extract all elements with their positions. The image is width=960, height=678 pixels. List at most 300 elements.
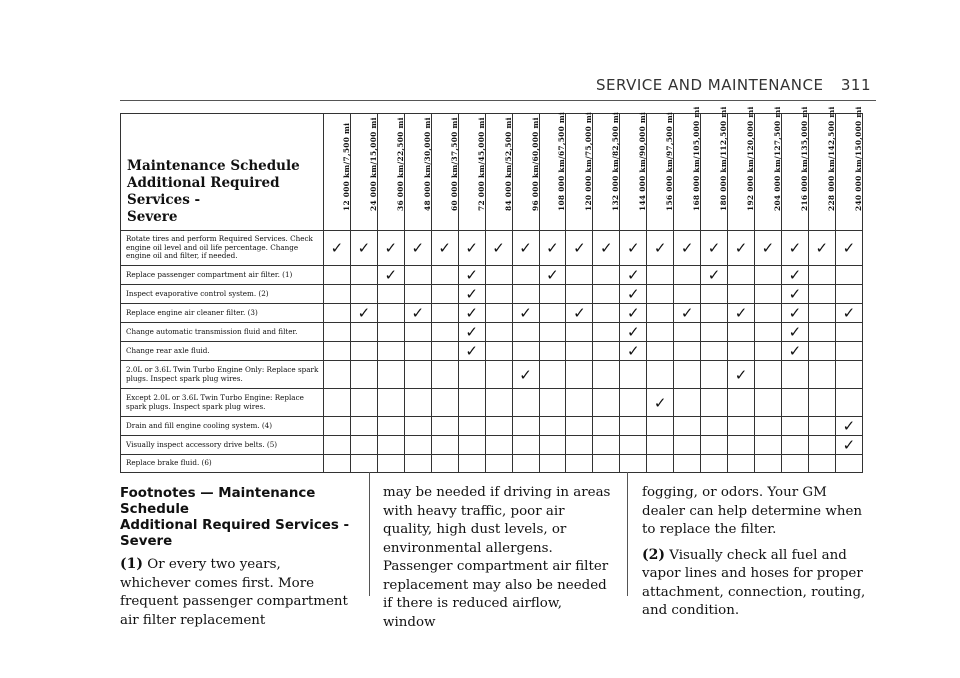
- mileage-label: 192 000 km/120,000 mi: [746, 106, 756, 211]
- empty-cell: [593, 342, 620, 361]
- empty-cell: [593, 389, 620, 417]
- empty-cell: [593, 417, 620, 436]
- empty-cell: [674, 417, 701, 436]
- empty-cell: [431, 342, 458, 361]
- mileage-label: 240 000 km/150,000 mi: [853, 106, 863, 211]
- check-icon: ✓: [458, 266, 485, 285]
- empty-cell: [593, 323, 620, 342]
- empty-cell: [377, 323, 404, 342]
- empty-cell: [458, 436, 485, 455]
- footnote-text: Or every two years, whichever comes first. More frequent passenger compartment air filter replacement: [120, 557, 348, 628]
- empty-cell: [404, 361, 431, 389]
- empty-cell: [647, 436, 674, 455]
- empty-cell: [539, 436, 566, 455]
- check-icon: ✓: [620, 323, 647, 342]
- check-icon: ✓: [728, 361, 755, 389]
- mileage-header: [593, 111, 621, 231]
- empty-cell: [404, 436, 431, 455]
- check-icon: ✓: [377, 231, 404, 266]
- empty-cell: [539, 323, 566, 342]
- empty-cell: [431, 389, 458, 417]
- check-icon: ✓: [781, 323, 808, 342]
- table-row: [121, 323, 863, 342]
- empty-cell: [728, 455, 755, 473]
- empty-cell: [701, 436, 728, 455]
- empty-cell: [755, 436, 782, 455]
- empty-cell: [566, 342, 593, 361]
- empty-cell: [404, 285, 431, 304]
- table-row: [121, 436, 863, 455]
- footnotes-heading: Footnotes — Maintenance Schedule Additional Required Services - Severe: [120, 486, 350, 549]
- check-icon: ✓: [781, 266, 808, 285]
- empty-cell: [701, 455, 728, 473]
- check-icon: ✓: [458, 342, 485, 361]
- table-row: [121, 285, 863, 304]
- mileage-label: 72 000 km/45,000 mi: [476, 117, 486, 211]
- check-icon: ✓: [835, 417, 862, 436]
- header-rule: [120, 100, 876, 101]
- empty-cell: [350, 389, 377, 417]
- empty-cell: [485, 436, 512, 455]
- empty-cell: [324, 266, 351, 285]
- empty-cell: [647, 417, 674, 436]
- empty-cell: [755, 417, 782, 436]
- empty-cell: [404, 323, 431, 342]
- service-description: Inspect evaporative control system. (2): [121, 285, 324, 304]
- empty-cell: [674, 323, 701, 342]
- empty-cell: [593, 266, 620, 285]
- empty-cell: [647, 455, 674, 473]
- check-icon: ✓: [458, 231, 485, 266]
- check-icon: ✓: [377, 266, 404, 285]
- empty-cell: [377, 342, 404, 361]
- empty-cell: [377, 389, 404, 417]
- mileage-header: [755, 106, 782, 231]
- check-icon: ✓: [350, 231, 377, 266]
- mileage-header: [701, 106, 729, 231]
- mileage-header: [835, 106, 863, 231]
- empty-cell: [835, 323, 862, 342]
- mileage-header: [674, 106, 702, 231]
- empty-cell: [539, 361, 566, 389]
- empty-cell: [377, 361, 404, 389]
- empty-cell: [566, 455, 593, 473]
- mileage-label: 36 000 km/22,500 mi: [395, 117, 405, 211]
- check-icon: ✓: [781, 342, 808, 361]
- empty-cell: [458, 361, 485, 389]
- mileage-label: 96 000 km/60,000 mi: [530, 117, 540, 211]
- mileage-header: [781, 106, 809, 231]
- check-icon: ✓: [458, 323, 485, 342]
- service-description: Except 2.0L or 3.6L Twin Turbo Engine: Replace spark plugs. Inspect spark plug wires.: [121, 389, 324, 417]
- empty-cell: [512, 323, 539, 342]
- empty-cell: [835, 266, 862, 285]
- empty-cell: [324, 436, 351, 455]
- empty-cell: [324, 304, 351, 323]
- empty-cell: [350, 455, 377, 473]
- empty-cell: [458, 417, 485, 436]
- mileage-label: 204 000 km/127,500 mi: [772, 106, 782, 211]
- service-description: Change rear axle fluid.: [121, 342, 324, 361]
- empty-cell: [647, 323, 674, 342]
- check-icon: ✓: [539, 266, 566, 285]
- empty-cell: [674, 389, 701, 417]
- check-icon: ✓: [404, 304, 431, 323]
- empty-cell: [755, 266, 782, 285]
- check-icon: ✓: [781, 231, 808, 266]
- check-icon: ✓: [324, 231, 351, 266]
- service-description: 2.0L or 3.6L Twin Turbo Engine Only: Replace spark plugs. Inspect spark plug wires.: [121, 361, 324, 389]
- table-title-cell: [121, 114, 324, 231]
- empty-cell: [324, 389, 351, 417]
- empty-cell: [485, 285, 512, 304]
- empty-cell: [808, 417, 835, 436]
- footnote-1-end: fogging, or odors. Your GM dealer can help determine when to replace the filter.: [642, 485, 862, 537]
- column-divider: [627, 472, 628, 596]
- empty-cell: [431, 361, 458, 389]
- empty-cell: [566, 417, 593, 436]
- table-row: [121, 389, 863, 417]
- mileage-label: 132 000 km/82,500 mi: [611, 111, 621, 211]
- maintenance-schedule-table: [120, 106, 863, 473]
- empty-cell: [350, 436, 377, 455]
- empty-cell: [835, 342, 862, 361]
- empty-cell: [593, 304, 620, 323]
- empty-cell: [728, 285, 755, 304]
- check-icon: ✓: [808, 231, 835, 266]
- empty-cell: [350, 285, 377, 304]
- mileage-header: [539, 111, 567, 231]
- table-row: [121, 231, 863, 266]
- footnote-1: [120, 555, 352, 630]
- empty-cell: [808, 389, 835, 417]
- empty-cell: [431, 417, 458, 436]
- check-icon: ✓: [350, 304, 377, 323]
- empty-cell: [728, 417, 755, 436]
- empty-cell: [755, 285, 782, 304]
- empty-cell: [835, 389, 862, 417]
- check-icon: ✓: [620, 266, 647, 285]
- check-icon: ✓: [647, 389, 674, 417]
- empty-cell: [404, 417, 431, 436]
- empty-cell: [647, 342, 674, 361]
- check-icon: ✓: [620, 285, 647, 304]
- empty-cell: [808, 285, 835, 304]
- check-icon: ✓: [835, 436, 862, 455]
- empty-cell: [512, 417, 539, 436]
- mileage-label: 84 000 km/52,500 mi: [503, 117, 513, 211]
- empty-cell: [647, 266, 674, 285]
- mileage-header: [377, 114, 404, 231]
- empty-cell: [701, 304, 728, 323]
- check-icon: ✓: [512, 304, 539, 323]
- empty-cell: [620, 455, 647, 473]
- page-header: [596, 76, 876, 98]
- empty-cell: [539, 455, 566, 473]
- empty-cell: [539, 342, 566, 361]
- empty-cell: [566, 361, 593, 389]
- table-row: [121, 342, 863, 361]
- empty-cell: [512, 455, 539, 473]
- empty-cell: [647, 304, 674, 323]
- mileage-header: [620, 111, 648, 231]
- empty-cell: [431, 266, 458, 285]
- check-icon: ✓: [701, 231, 728, 266]
- service-description: Replace engine air cleaner filter. (3): [121, 304, 324, 323]
- check-icon: ✓: [566, 231, 593, 266]
- check-icon: ✓: [458, 304, 485, 323]
- mileage-header: [512, 114, 539, 231]
- empty-cell: [512, 389, 539, 417]
- empty-cell: [377, 455, 404, 473]
- check-icon: ✓: [728, 231, 755, 266]
- check-icon: ✓: [485, 231, 512, 266]
- check-icon: ✓: [620, 231, 647, 266]
- empty-cell: [808, 455, 835, 473]
- table-row: [121, 304, 863, 323]
- mileage-header: [431, 114, 458, 231]
- footnote-2: [642, 546, 874, 621]
- empty-cell: [377, 436, 404, 455]
- empty-cell: [324, 285, 351, 304]
- table-title: Maintenance Schedule Additional Required Services - Severe: [127, 158, 300, 225]
- table-row: [121, 417, 863, 436]
- table-row: [121, 455, 863, 473]
- check-icon: ✓: [593, 231, 620, 266]
- check-icon: ✓: [781, 304, 808, 323]
- mileage-label: 48 000 km/30,000 mi: [422, 117, 432, 211]
- mileage-label: 60 000 km/37,500 mi: [449, 117, 459, 211]
- empty-cell: [324, 323, 351, 342]
- footnotes-column-2: [383, 484, 615, 632]
- check-icon: ✓: [431, 231, 458, 266]
- section-title: SERVICE AND MAINTENANCE: [596, 76, 824, 94]
- empty-cell: [808, 342, 835, 361]
- check-icon: ✓: [620, 304, 647, 323]
- empty-cell: [755, 342, 782, 361]
- empty-cell: [539, 285, 566, 304]
- check-icon: ✓: [701, 266, 728, 285]
- check-icon: ✓: [566, 304, 593, 323]
- mileage-label: 144 000 km/90,000 mi: [638, 111, 648, 211]
- empty-cell: [377, 285, 404, 304]
- empty-cell: [835, 285, 862, 304]
- empty-cell: [485, 361, 512, 389]
- service-description: Replace passenger compartment air filter. (1): [121, 266, 324, 285]
- empty-cell: [512, 285, 539, 304]
- empty-cell: [485, 304, 512, 323]
- empty-cell: [404, 389, 431, 417]
- empty-cell: [674, 361, 701, 389]
- empty-cell: [566, 436, 593, 455]
- footnote-1-continued: may be needed if driving in areas with heavy traffic, poor air quality, high dust levels, or environmental allergens. Passenger compartment air filter replacement may also be needed if there is reduced airflow, window: [383, 485, 611, 630]
- empty-cell: [755, 389, 782, 417]
- empty-cell: [808, 304, 835, 323]
- mileage-header: [458, 114, 485, 231]
- empty-cell: [566, 323, 593, 342]
- empty-cell: [431, 323, 458, 342]
- empty-cell: [620, 389, 647, 417]
- empty-cell: [835, 455, 862, 473]
- empty-cell: [512, 342, 539, 361]
- empty-cell: [674, 285, 701, 304]
- empty-cell: [404, 266, 431, 285]
- empty-cell: [458, 389, 485, 417]
- check-icon: ✓: [755, 231, 782, 266]
- mileage-header: [324, 114, 351, 231]
- check-icon: ✓: [647, 231, 674, 266]
- table-row: [121, 361, 863, 389]
- empty-cell: [485, 389, 512, 417]
- empty-cell: [701, 342, 728, 361]
- page-number: 311: [840, 76, 871, 94]
- empty-cell: [431, 436, 458, 455]
- empty-cell: [377, 304, 404, 323]
- empty-cell: [701, 389, 728, 417]
- check-icon: ✓: [458, 285, 485, 304]
- mileage-label: 216 000 km/135,000 mi: [799, 106, 809, 211]
- check-icon: ✓: [835, 231, 862, 266]
- mileage-label: 156 000 km/97,500 mi: [665, 111, 675, 211]
- empty-cell: [755, 455, 782, 473]
- empty-cell: [593, 436, 620, 455]
- empty-cell: [485, 342, 512, 361]
- footnote-number: (2): [642, 546, 665, 563]
- mileage-label: 180 000 km/112,500 mi: [719, 106, 729, 211]
- mileage-header: [350, 114, 377, 231]
- empty-cell: [539, 389, 566, 417]
- empty-cell: [620, 417, 647, 436]
- empty-cell: [431, 304, 458, 323]
- table-header-row: [121, 114, 863, 231]
- mileage-header: [647, 111, 675, 231]
- empty-cell: [485, 417, 512, 436]
- footnotes-column-1: [120, 486, 352, 630]
- mileage-label: 108 000 km/67,500 mi: [557, 111, 567, 211]
- empty-cell: [674, 342, 701, 361]
- empty-cell: [566, 285, 593, 304]
- empty-cell: [835, 361, 862, 389]
- check-icon: ✓: [728, 304, 755, 323]
- empty-cell: [620, 361, 647, 389]
- mileage-header: [808, 106, 836, 231]
- empty-cell: [755, 323, 782, 342]
- empty-cell: [350, 342, 377, 361]
- empty-cell: [512, 436, 539, 455]
- empty-cell: [701, 285, 728, 304]
- empty-cell: [431, 455, 458, 473]
- empty-cell: [350, 361, 377, 389]
- footnote-text: Visually check all fuel and vapor lines and hoses for proper attachment, connection, routing, and condition.: [642, 547, 866, 618]
- empty-cell: [674, 266, 701, 285]
- table-row: [121, 266, 863, 285]
- empty-cell: [808, 436, 835, 455]
- empty-cell: [566, 266, 593, 285]
- empty-cell: [539, 304, 566, 323]
- mileage-header: [728, 106, 756, 231]
- mileage-label: 228 000 km/142,500 mi: [826, 106, 836, 211]
- mileage-header: [485, 114, 512, 231]
- check-icon: ✓: [781, 285, 808, 304]
- empty-cell: [728, 323, 755, 342]
- check-icon: ✓: [539, 231, 566, 266]
- empty-cell: [404, 342, 431, 361]
- empty-cell: [404, 455, 431, 473]
- empty-cell: [781, 361, 808, 389]
- empty-cell: [593, 285, 620, 304]
- empty-cell: [485, 455, 512, 473]
- empty-cell: [808, 266, 835, 285]
- service-description: Replace brake fluid. (6): [121, 455, 324, 473]
- empty-cell: [593, 455, 620, 473]
- mileage-header: [566, 111, 594, 231]
- empty-cell: [781, 455, 808, 473]
- empty-cell: [701, 323, 728, 342]
- service-description: Drain and fill engine cooling system. (4): [121, 417, 324, 436]
- check-icon: ✓: [674, 231, 701, 266]
- empty-cell: [728, 436, 755, 455]
- check-icon: ✓: [404, 231, 431, 266]
- empty-cell: [728, 389, 755, 417]
- empty-cell: [350, 323, 377, 342]
- empty-cell: [808, 323, 835, 342]
- empty-cell: [350, 266, 377, 285]
- mileage-label: 120 000 km/75,000 mi: [584, 111, 594, 211]
- empty-cell: [324, 455, 351, 473]
- empty-cell: [701, 361, 728, 389]
- empty-cell: [593, 361, 620, 389]
- empty-cell: [728, 342, 755, 361]
- empty-cell: [377, 417, 404, 436]
- service-description: Rotate tires and perform Required Services. Check engine oil level and oil life percentage. Change engine oil and filter, if needed.: [121, 231, 324, 266]
- check-icon: ✓: [620, 342, 647, 361]
- empty-cell: [674, 455, 701, 473]
- mileage-label: 168 000 km/105,000 mi: [692, 106, 702, 211]
- mileage-label: 24 000 km/15,000 mi: [368, 117, 378, 211]
- empty-cell: [324, 417, 351, 436]
- empty-cell: [647, 361, 674, 389]
- service-description: Change automatic transmission fluid and filter.: [121, 323, 324, 342]
- empty-cell: [647, 285, 674, 304]
- empty-cell: [485, 323, 512, 342]
- footnotes-column-3: [642, 484, 874, 621]
- empty-cell: [701, 417, 728, 436]
- empty-cell: [808, 361, 835, 389]
- column-divider: [369, 472, 370, 596]
- empty-cell: [755, 304, 782, 323]
- empty-cell: [566, 389, 593, 417]
- check-icon: ✓: [512, 231, 539, 266]
- empty-cell: [728, 266, 755, 285]
- empty-cell: [350, 417, 377, 436]
- empty-cell: [620, 436, 647, 455]
- empty-cell: [781, 436, 808, 455]
- empty-cell: [539, 417, 566, 436]
- empty-cell: [431, 285, 458, 304]
- empty-cell: [485, 266, 512, 285]
- service-description: Visually inspect accessory drive belts. (5): [121, 436, 324, 455]
- empty-cell: [781, 389, 808, 417]
- empty-cell: [458, 455, 485, 473]
- check-icon: ✓: [835, 304, 862, 323]
- empty-cell: [674, 436, 701, 455]
- footnote-number: (1): [120, 556, 143, 572]
- empty-cell: [781, 417, 808, 436]
- empty-cell: [512, 266, 539, 285]
- empty-cell: [755, 361, 782, 389]
- empty-cell: [324, 361, 351, 389]
- empty-cell: [324, 342, 351, 361]
